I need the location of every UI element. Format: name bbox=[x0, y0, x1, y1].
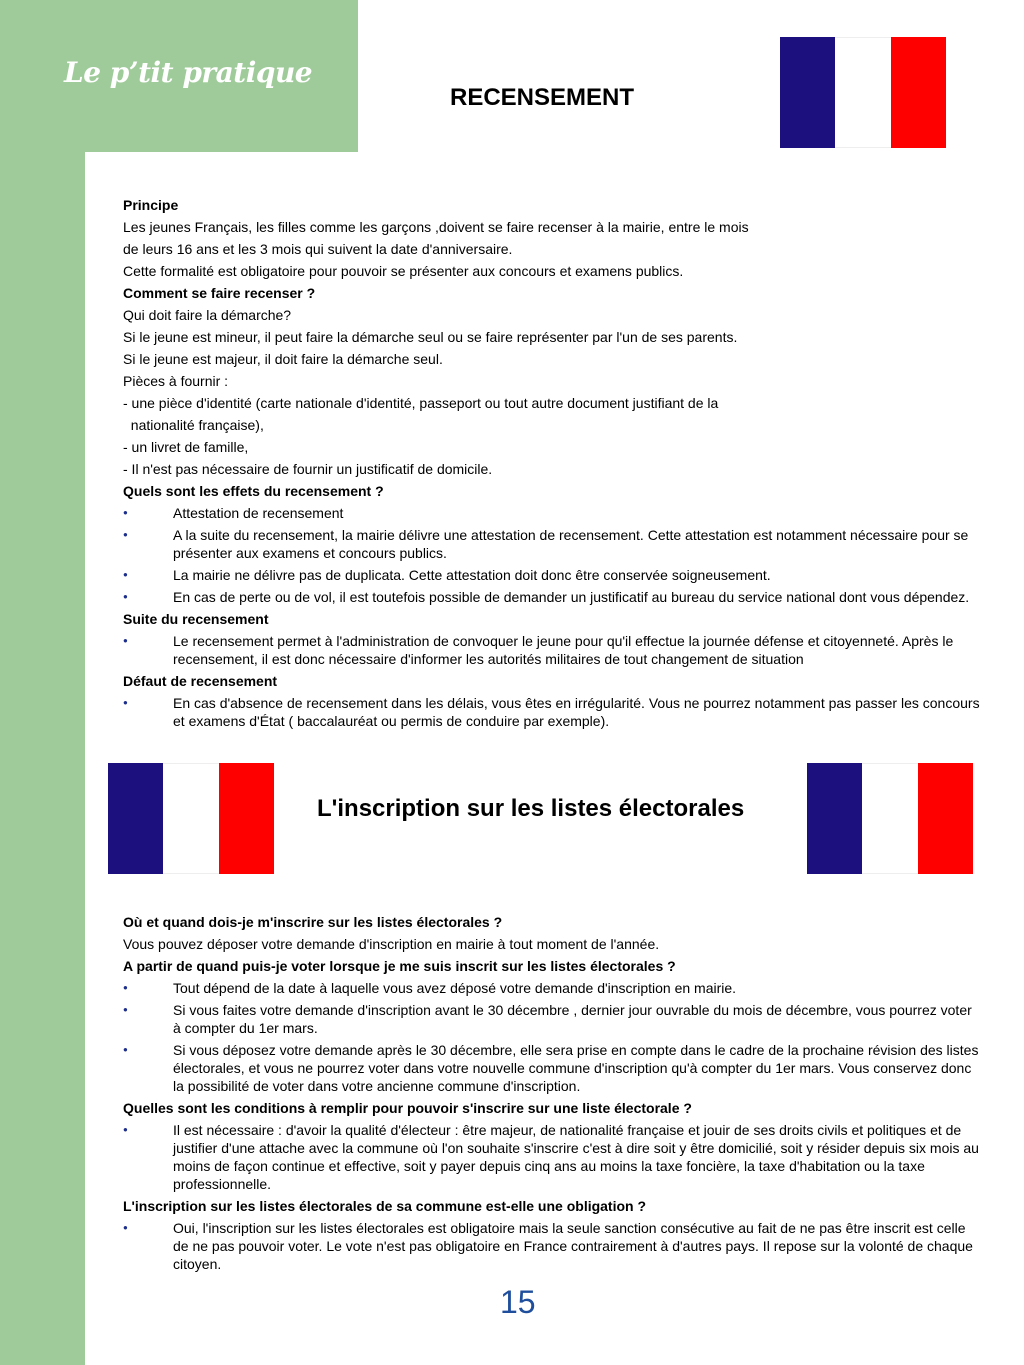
text-line: Les jeunes Français, les filles comme les garçons ,doivent se faire recenser à la mairie, entre le mois bbox=[123, 219, 749, 235]
heading-suite: Suite du recensement bbox=[123, 611, 269, 627]
q2-list bbox=[123, 979, 981, 1095]
flag-red-stripe bbox=[918, 763, 973, 874]
flag-white-stripe bbox=[835, 37, 890, 148]
flag-blue-stripe bbox=[108, 763, 163, 874]
text-line: Pièces à fournir : bbox=[123, 373, 229, 389]
heading-defaut: Défaut de recensement bbox=[123, 673, 278, 689]
page-title: RECENSEMENT bbox=[450, 84, 635, 111]
flag-white-stripe bbox=[862, 763, 917, 874]
text-line: nationalité française), bbox=[123, 417, 264, 433]
flag-blue-stripe bbox=[807, 763, 862, 874]
text-line: - une pièce d'identité (carte nationale d'identité, passeport ou tout autre document justifiant de la bbox=[123, 395, 719, 411]
defaut-list bbox=[123, 694, 983, 730]
brand-title: Le p’tit pratique bbox=[64, 56, 313, 89]
text-line: Qui doit faire la démarche? bbox=[123, 307, 292, 323]
text-line: - Il n'est pas nécessaire de fournir un justificatif de domicile. bbox=[123, 461, 493, 477]
list-item: ● Tout dépend de la date à laquelle vous avez déposé votre demande d'inscription en mairie. bbox=[123, 979, 981, 997]
french-flag-image-left bbox=[108, 763, 274, 874]
effets-list bbox=[123, 504, 983, 606]
list-item: ● Attestation de recensement bbox=[123, 504, 983, 522]
list-item: ● Oui, l'inscription sur les listes électorales est obligatoire mais la seule sanction consécutive au fait de ne pas être inscrit est celle de ne pas pouvoir voter. Le vote n'est pas obligatoire en France contrairement à d'autres pays. Il repose sur la volonté de chaque citoyen. bbox=[123, 1219, 981, 1273]
heading-comment: Comment se faire recenser ? bbox=[123, 285, 316, 301]
suite-list bbox=[123, 632, 983, 668]
flag-red-stripe bbox=[891, 37, 946, 148]
green-sidebar-band bbox=[0, 0, 85, 1365]
french-flag-image-right bbox=[807, 763, 973, 874]
heading-q1: Où et quand dois-je m'inscrire sur les listes électorales ? bbox=[123, 914, 503, 930]
text-line: de leurs 16 ans et les 3 mois qui suivent la date d'anniversaire. bbox=[123, 241, 513, 257]
text-line: Si le jeune est majeur, il doit faire la démarche seul. bbox=[123, 351, 443, 367]
q3-list bbox=[123, 1121, 981, 1193]
list-item: ● A la suite du recensement, la mairie délivre une attestation de recensement. Cette attestation est notamment nécessaire pour se présenter aux examens et concours publics. bbox=[123, 526, 983, 562]
page-number: 15 bbox=[500, 1284, 536, 1320]
section-title-listes: L'inscription sur les listes électorales bbox=[317, 795, 745, 822]
recensement-section bbox=[123, 196, 983, 734]
list-item: ● Le recensement permet à l'administration de convoquer le jeune pour qu'il effectue la journée défense et citoyenneté. Après le recensement, il est donc nécessaire d'informer les autorités militaires de tout changement de situation bbox=[123, 632, 983, 668]
flag-red-stripe bbox=[219, 763, 274, 874]
text-line: Vous pouvez déposer votre demande d'inscription en mairie à tout moment de l'année. bbox=[123, 936, 660, 952]
french-flag-image bbox=[780, 37, 946, 148]
list-item: ● Il est nécessaire : d'avoir la qualité d'électeur : être majeur, de nationalité française et jouir de ses droits civils et politiques et de justifier d'une attache avec la commune où l'on souhaite s'inscrire c'est à dire soit y être domicilié, soit y résider depuis six mois au moins de façon continue et effective, soit y payer depuis cinq ans au moins la taxe foncière, la taxe d'habitation ou la taxe professionnelle. bbox=[123, 1121, 981, 1193]
listes-section bbox=[123, 913, 981, 1277]
text-line: Cette formalité est obligatoire pour pouvoir se présenter aux concours et examens publics. bbox=[123, 263, 684, 279]
list-item: ● En cas d'absence de recensement dans les délais, vous êtes en irrégularité. Vous ne pourrez notamment pas passer les concours et examens d'État ( baccalauréat ou permis de conduire par exemple). bbox=[123, 694, 983, 730]
list-item: ● La mairie ne délivre pas de duplicata. Cette attestation doit donc être conservée soigneusement. bbox=[123, 566, 983, 584]
text-line: - un livret de famille, bbox=[123, 439, 249, 455]
text-line: Si le jeune est mineur, il peut faire la démarche seul ou se faire représenter par l'un de ses parents. bbox=[123, 329, 738, 345]
heading-principe: Principe bbox=[123, 197, 179, 213]
heading-q4: L'inscription sur les listes électorales de sa commune est-elle une obligation ? bbox=[123, 1198, 647, 1214]
flag-white-stripe bbox=[163, 763, 218, 874]
heading-effets: Quels sont les effets du recensement ? bbox=[123, 483, 384, 499]
list-item: ● En cas de perte ou de vol, il est toutefois possible de demander un justificatif au bureau du service national dont vous dépendez. bbox=[123, 588, 983, 606]
heading-q3: Quelles sont les conditions à remplir pour pouvoir s'inscrire sur une liste électorale ? bbox=[123, 1100, 692, 1116]
heading-q2: A partir de quand puis-je voter lorsque je me suis inscrit sur les listes électorales ? bbox=[123, 958, 676, 974]
q4-list bbox=[123, 1219, 981, 1273]
list-item: ● Si vous faites votre demande d'inscription avant le 30 décembre , dernier jour ouvrable du mois de décembre, vous pourrez voter à compter du 1er mars. bbox=[123, 1001, 981, 1037]
flag-blue-stripe bbox=[780, 37, 835, 148]
list-item: ● Si vous déposez votre demande après le 30 décembre, elle sera prise en compte dans le cadre de la prochaine révision des listes électorales, et vous ne pourrez voter dans votre nouvelle commune d'inscription qu'à compter du 1er mars. Vous conservez donc la possibilité de voter dans votre ancienne commune d'inscription. bbox=[123, 1041, 981, 1095]
